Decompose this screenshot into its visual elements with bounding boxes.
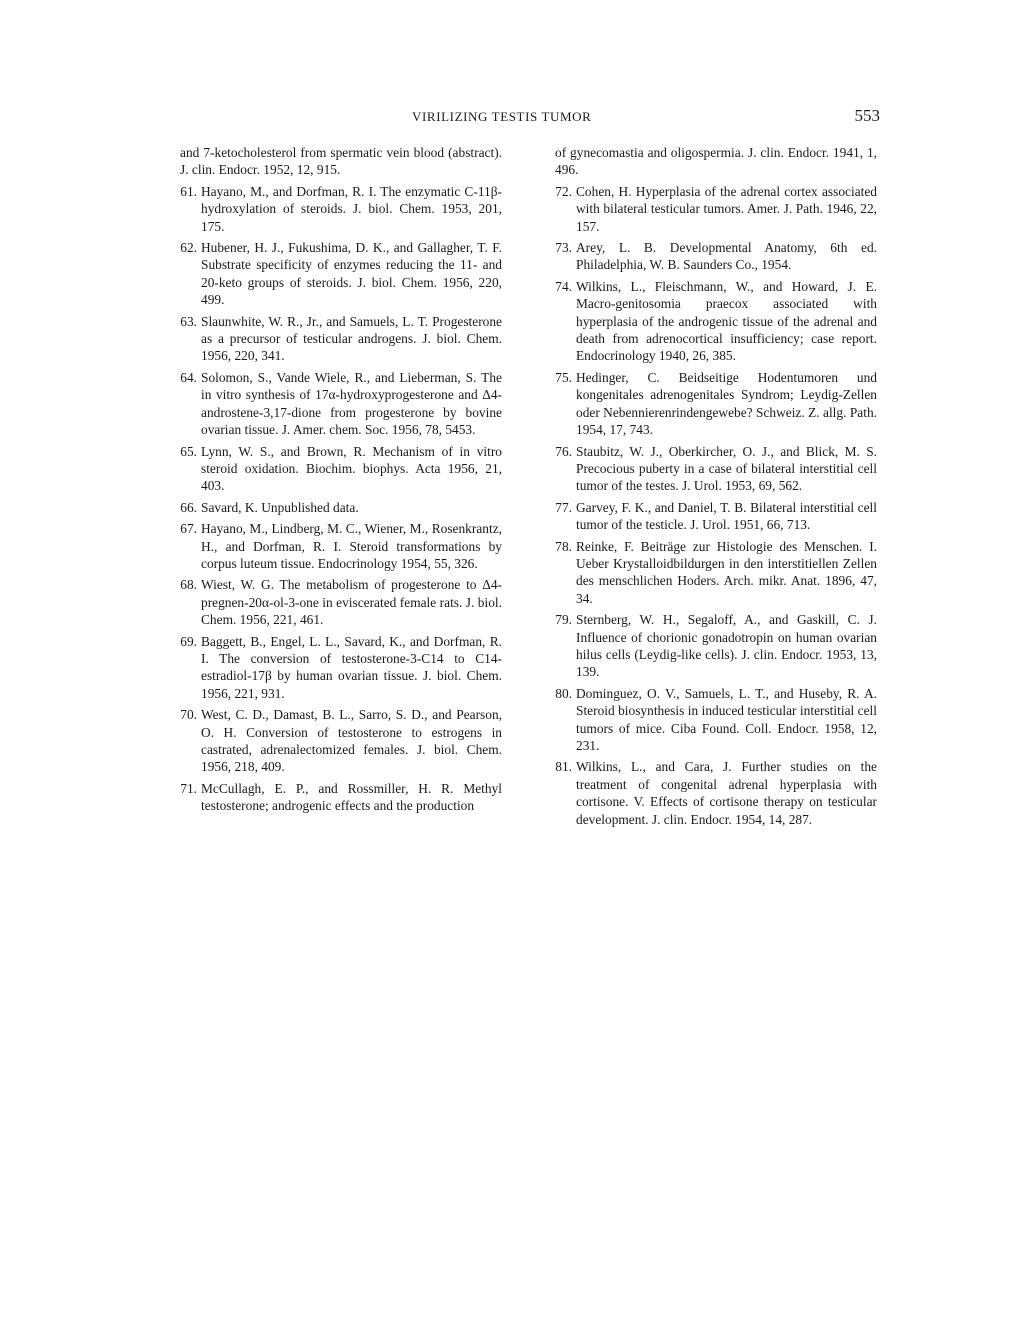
reference-number: 75. — [555, 369, 572, 385]
reference-number: 61. — [180, 183, 197, 199]
running-header — [180, 106, 880, 130]
reference-number: 78. — [555, 538, 572, 554]
reference-text: and 7-ketocholesterol from spermatic vein blood (abstract). J. clin. Endocr. 1952, 12, 915. — [180, 145, 502, 178]
reference-number: 76. — [555, 443, 572, 459]
reference-text: Wilkins, L., Fleischmann, W., and Howard, J. E. Macro-genitosomia praecox associated with hyperplasia of the androgenic tissue of the adrenal and death from adrenocortical insufficiency; case report. Endocrinology 1940, 26, 385. — [576, 278, 877, 364]
reference-item — [180, 183, 502, 235]
reference-number: 74. — [555, 278, 572, 294]
reference-item — [180, 369, 502, 439]
reference-item — [555, 499, 877, 534]
reference-number: 80. — [555, 685, 572, 701]
reference-item — [555, 369, 877, 439]
references-right-column — [555, 144, 877, 832]
reference-number: 70. — [180, 707, 197, 723]
reference-number: 81. — [555, 759, 572, 775]
reference-text: Hubener, H. J., Fukushima, D. K., and Gallagher, T. F. Substrate specificity of enzymes reducing the 11- and 20-keto groups of steroids. J. biol. Chem. 1956, 220, 499. — [201, 240, 502, 308]
reference-text: Staubitz, W. J., Oberkircher, O. J., and Blick, M. S. Precocious puberty in a case of bilateral interstitial cell tumor of the testes. J. Urol. 1953, 69, 562. — [576, 443, 877, 494]
running-title: VIRILIZING TESTIS TUMOR — [412, 109, 592, 124]
reference-number: 69. — [180, 633, 197, 649]
reference-number: 79. — [555, 612, 572, 628]
reference-text: Garvey, F. K., and Daniel, T. B. Bilateral interstitial cell tumor of the testicle. J. Urol. 1951, 66, 713. — [576, 499, 877, 533]
reference-text: McCullagh, E. P., and Rossmiller, H. R. Methyl testosterone; androgenic effects and the production — [201, 780, 502, 814]
reference-item — [180, 780, 502, 815]
reference-item — [555, 758, 877, 828]
reference-number: 68. — [180, 577, 197, 593]
reference-text: Hayano, M., and Dorfman, R. I. The enzymatic C-11β-hydroxylation of steroids. J. biol. Chem. 1953, 201, 175. — [201, 183, 502, 234]
reference-item — [555, 144, 877, 179]
reference-text: Lynn, W. S., and Brown, R. Mechanism of in vitro steroid oxidation. Biochim. biophys. Acta 1956, 21, 403. — [201, 443, 502, 494]
reference-number: 72. — [555, 183, 572, 199]
reference-text: Wilkins, L., and Cara, J. Further studies on the treatment of congenital adrenal hyperplasia with cortisone. V. Effects of cortisone therapy on testicular development. J. clin. Endocr. 1954, 14, 287. — [576, 759, 877, 827]
reference-text: Arey, L. B. Developmental Anatomy, 6th ed. Philadelphia, W. B. Saunders Co., 1954. — [576, 240, 877, 273]
references-left-column — [180, 144, 502, 819]
page-number: 553 — [854, 106, 880, 125]
reference-text: Baggett, B., Engel, L. L., Savard, K., and Dorfman, R. I. The conversion of testosterone-3-C14 to C14-estradiol-17β by human ovarian tissue. J. biol. Chem. 1956, 221, 931. — [201, 633, 502, 701]
reference-text: Slaunwhite, W. R., Jr., and Samuels, L. T. Progesterone as a precursor of testicular androgens. J. biol. Chem. 1956, 220, 341. — [201, 313, 502, 364]
reference-text: Solomon, S., Vande Wiele, R., and Lieberman, S. The in vitro synthesis of 17α-hydroxyprogesterone and Δ4-androstene-3,17-dione from progesterone by bovine ovarian tissue. J. Amer. chem. Soc. 1956, 78, 5453. — [201, 369, 502, 438]
reference-text: Cohen, H. Hyperplasia of the adrenal cortex associated with bilateral testicular tumors. Amer. J. Path. 1946, 22, 157. — [576, 183, 877, 234]
reference-item — [180, 239, 502, 309]
reference-text: Dominguez, O. V., Samuels, L. T., and Huseby, R. A. Steroid biosynthesis in induced testicular interstitial cell tumors of mice. Ciba Found. Coll. Endocr. 1958, 12, 231. — [576, 685, 877, 753]
reference-number: 63. — [180, 313, 197, 329]
reference-number: 77. — [555, 499, 572, 515]
reference-number: 62. — [180, 240, 197, 256]
reference-item — [555, 239, 877, 274]
reference-number: 67. — [180, 521, 197, 537]
reference-item — [555, 278, 877, 365]
reference-item — [180, 576, 502, 628]
reference-item — [180, 520, 502, 572]
reference-text: of gynecomastia and oligospermia. J. clin. Endocr. 1941, 1, 496. — [555, 145, 877, 178]
reference-item — [555, 685, 877, 755]
reference-item — [180, 499, 502, 516]
reference-item — [180, 706, 502, 776]
reference-item — [555, 538, 877, 608]
reference-item — [555, 183, 877, 235]
reference-number: 73. — [555, 240, 572, 256]
reference-item — [180, 144, 502, 179]
reference-item — [180, 633, 502, 703]
reference-text: West, C. D., Damast, B. L., Sarro, S. D., and Pearson, O. H. Conversion of testosterone to estrogens in castrated, adrenalectomized females. J. biol. Chem. 1956, 218, 409. — [201, 707, 502, 775]
reference-text: Savard, K. Unpublished data. — [201, 499, 359, 515]
reference-number: 65. — [180, 443, 197, 459]
reference-item — [555, 611, 877, 681]
reference-item — [180, 443, 502, 495]
reference-text: Hayano, M., Lindberg, M. C., Wiener, M., Rosenkrantz, H., and Dorfman, R. I. Steroid transformations by corpus luteum tissue. Endocrinology 1954, 55, 326. — [201, 521, 502, 571]
reference-text: Wiest, W. G. The metabolism of progesterone to Δ4-pregnen-20α-ol-3-one in eviscerated female rats. J. biol. Chem. 1956, 221, 461. — [201, 577, 502, 628]
reference-item — [555, 443, 877, 495]
reference-number: 71. — [180, 780, 197, 796]
reference-item — [180, 313, 502, 365]
reference-text: Hedinger, C. Beidseitige Hodentumoren und kongenitales adrenogenitales Syndrom; Leydig-Zellen oder Nebennierenrindengewebe? Schweiz. Z. allg. Path. 1954, 17, 743. — [576, 369, 877, 438]
reference-number: 64. — [180, 369, 197, 385]
reference-number: 66. — [180, 499, 197, 515]
reference-text: Reinke, F. Beiträge zur Histologie des Menschen. I. Ueber Krystalloidbildurgen in den interstitiellen Zellen des menschlichen Hoders. Arch. mikr. Anat. 1896, 47, 34. — [576, 538, 877, 606]
reference-text: Sternberg, W. H., Segaloff, A., and Gaskill, C. J. Influence of chorionic gonadotropin on human ovarian hilus cells (Leydig-like cells). J. clin. Endocr. 1953, 13, 139. — [576, 612, 877, 680]
